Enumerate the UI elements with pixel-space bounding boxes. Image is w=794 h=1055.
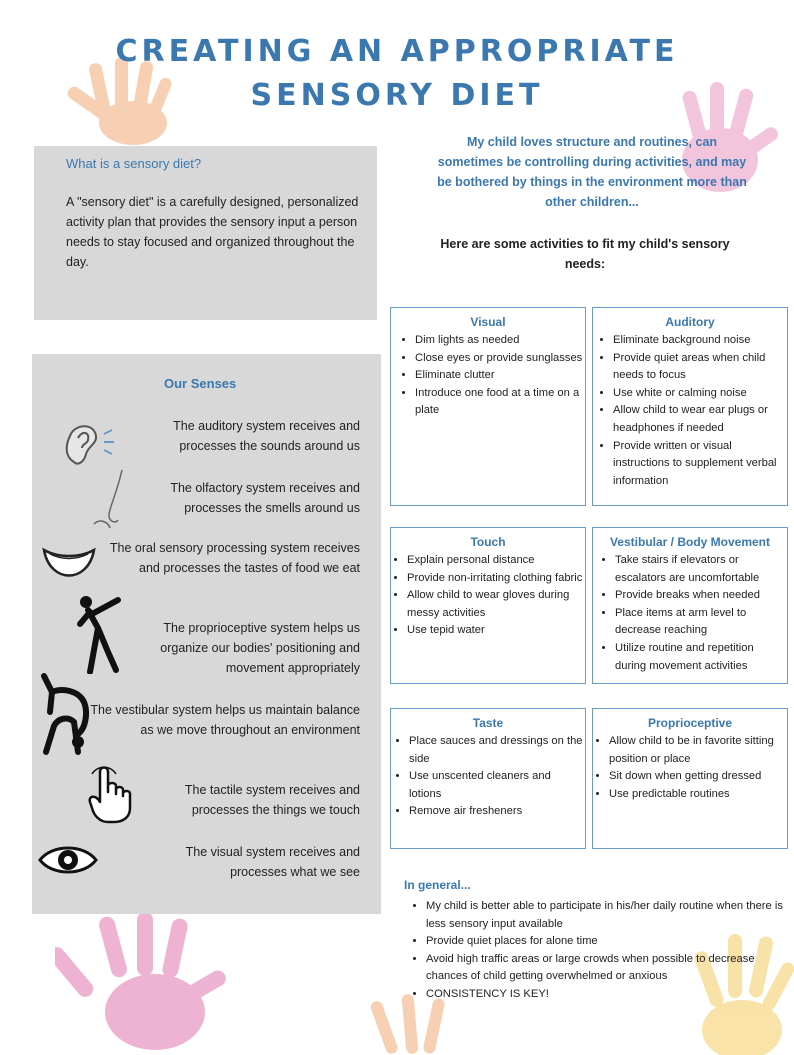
sense-tactile-text: The tactile system receives and processes the things we touch [184, 783, 360, 817]
auditory-card [592, 307, 788, 506]
definition-text: A "sensory diet" is a carefully designed, personalized activity plan that provides the sensory input a person needs to stay focused and organized throughout the day. [66, 195, 359, 269]
list-item: • Allow child to wear ear plugs or headphones if needed [613, 402, 787, 437]
sense-oral-text: The oral sensory processing system receives and processes the tastes of food we eat [109, 541, 360, 575]
in-general-list [404, 898, 784, 1004]
vestibular-list [593, 552, 787, 675]
proprioceptive-card [592, 708, 788, 849]
list-item: • Provide quiet places for alone time [426, 933, 784, 951]
taste-card-title: Taste [472, 716, 504, 730]
list-item: • Remove air fresheners [409, 803, 585, 821]
in-general-heading: In general... [404, 878, 471, 892]
auditory-card-title: Auditory [665, 315, 715, 329]
sense-visual-text: The visual system receives and processes what we see [185, 845, 360, 879]
list-item: • Sit down when getting dressed [609, 768, 787, 786]
list-item: • Dim lights as needed [415, 332, 585, 350]
auditory-list [593, 332, 787, 490]
list-item: • Provide breaks when needed [615, 587, 787, 605]
sense-proprioceptive-text: The proprioceptive system helps us organize our bodies' positioning and movement appropriately [160, 621, 360, 675]
eye-icon [38, 842, 98, 878]
vestibular-card [592, 527, 788, 684]
our-senses-heading: Our Senses [164, 376, 237, 391]
list-item: • CONSISTENCY IS KEY! [426, 986, 784, 1004]
sensory-diet-definition-box [34, 146, 377, 320]
proprioceptive-card-title: Proprioceptive [647, 716, 733, 730]
list-item: • Utilize routine and repetition during movement activities [615, 640, 787, 675]
list-item: • Provide quiet areas when child needs to focus [613, 350, 787, 385]
visual-card-title: Visual [470, 315, 506, 329]
list-item: • Use tepid water [407, 622, 585, 640]
list-item: • Explain personal distance [407, 552, 585, 570]
touch-card [390, 527, 586, 684]
sense-auditory-text: The auditory system receives and processes the sounds around us [173, 419, 360, 453]
in-general-section [404, 878, 784, 1004]
title-line-2: SENSORY DIET [250, 78, 544, 113]
list-item: • Provide non-irritating clothing fabric [407, 570, 585, 588]
list-item: • Provide written or visual instructions to supplement verbal information [613, 438, 787, 491]
list-item: • Eliminate background noise [613, 332, 787, 350]
pointing-hand-icon [86, 762, 134, 826]
proprioceptive-list [593, 733, 787, 803]
list-item: • Take stairs if elevators or escalators are uncomfortable [615, 552, 787, 587]
touch-card-title: Touch [470, 535, 506, 549]
list-item: • Use white or calming noise [613, 385, 787, 403]
sense-olfactory-text: The olfactory system receives and processes the smells around us [170, 481, 360, 515]
touch-list [391, 552, 585, 640]
list-item: • Introduce one food at a time on a plate [415, 385, 585, 420]
taste-list [391, 733, 585, 821]
list-item: • Allow child to be in favorite sitting position or place [609, 733, 787, 768]
taste-card [390, 708, 586, 849]
list-item: • Place sauces and dressings on the side [409, 733, 585, 768]
visual-list [391, 332, 585, 420]
list-item: • Place items at arm level to decrease reaching [615, 605, 787, 640]
definition-heading: What is a sensory diet? [66, 156, 202, 171]
visual-card [390, 307, 586, 506]
mouth-icon [40, 544, 98, 586]
list-item: • Use unscented cleaners and lotions [409, 768, 585, 803]
pink-handprint-bottom-left [55, 912, 245, 1055]
our-senses-box [32, 354, 381, 914]
child-description: My child loves structure and routines, can sometimes be controlling during activities, and may be bothered by things in the environment more than other children... [437, 135, 747, 209]
sense-vestibular-text: The vestibular system helps us maintain balance as we move throughout an environment [90, 703, 360, 737]
vestibular-card-title: Vestibular / Body Movement [609, 535, 771, 549]
list-item: • Allow child to wear gloves during messy activities [407, 587, 585, 622]
title-line-1: CREATING AN APPROPRIATE [115, 34, 679, 69]
activities-subheading: Here are some activities to fit my child's sensory needs: [440, 237, 730, 271]
list-item: • My child is better able to participate in his/her daily routine when there is less sensory input available [426, 898, 784, 933]
list-item: • Eliminate clutter [415, 367, 585, 385]
list-item: • Close eyes or provide sunglasses [415, 350, 585, 368]
list-item: • Use predictable routines [609, 786, 787, 804]
page-title [0, 30, 794, 118]
list-item: • Avoid high traffic areas or large crowds when possible to decrease chances of child getting overwhelmed or anxious [426, 951, 784, 986]
ear-icon [54, 416, 118, 470]
